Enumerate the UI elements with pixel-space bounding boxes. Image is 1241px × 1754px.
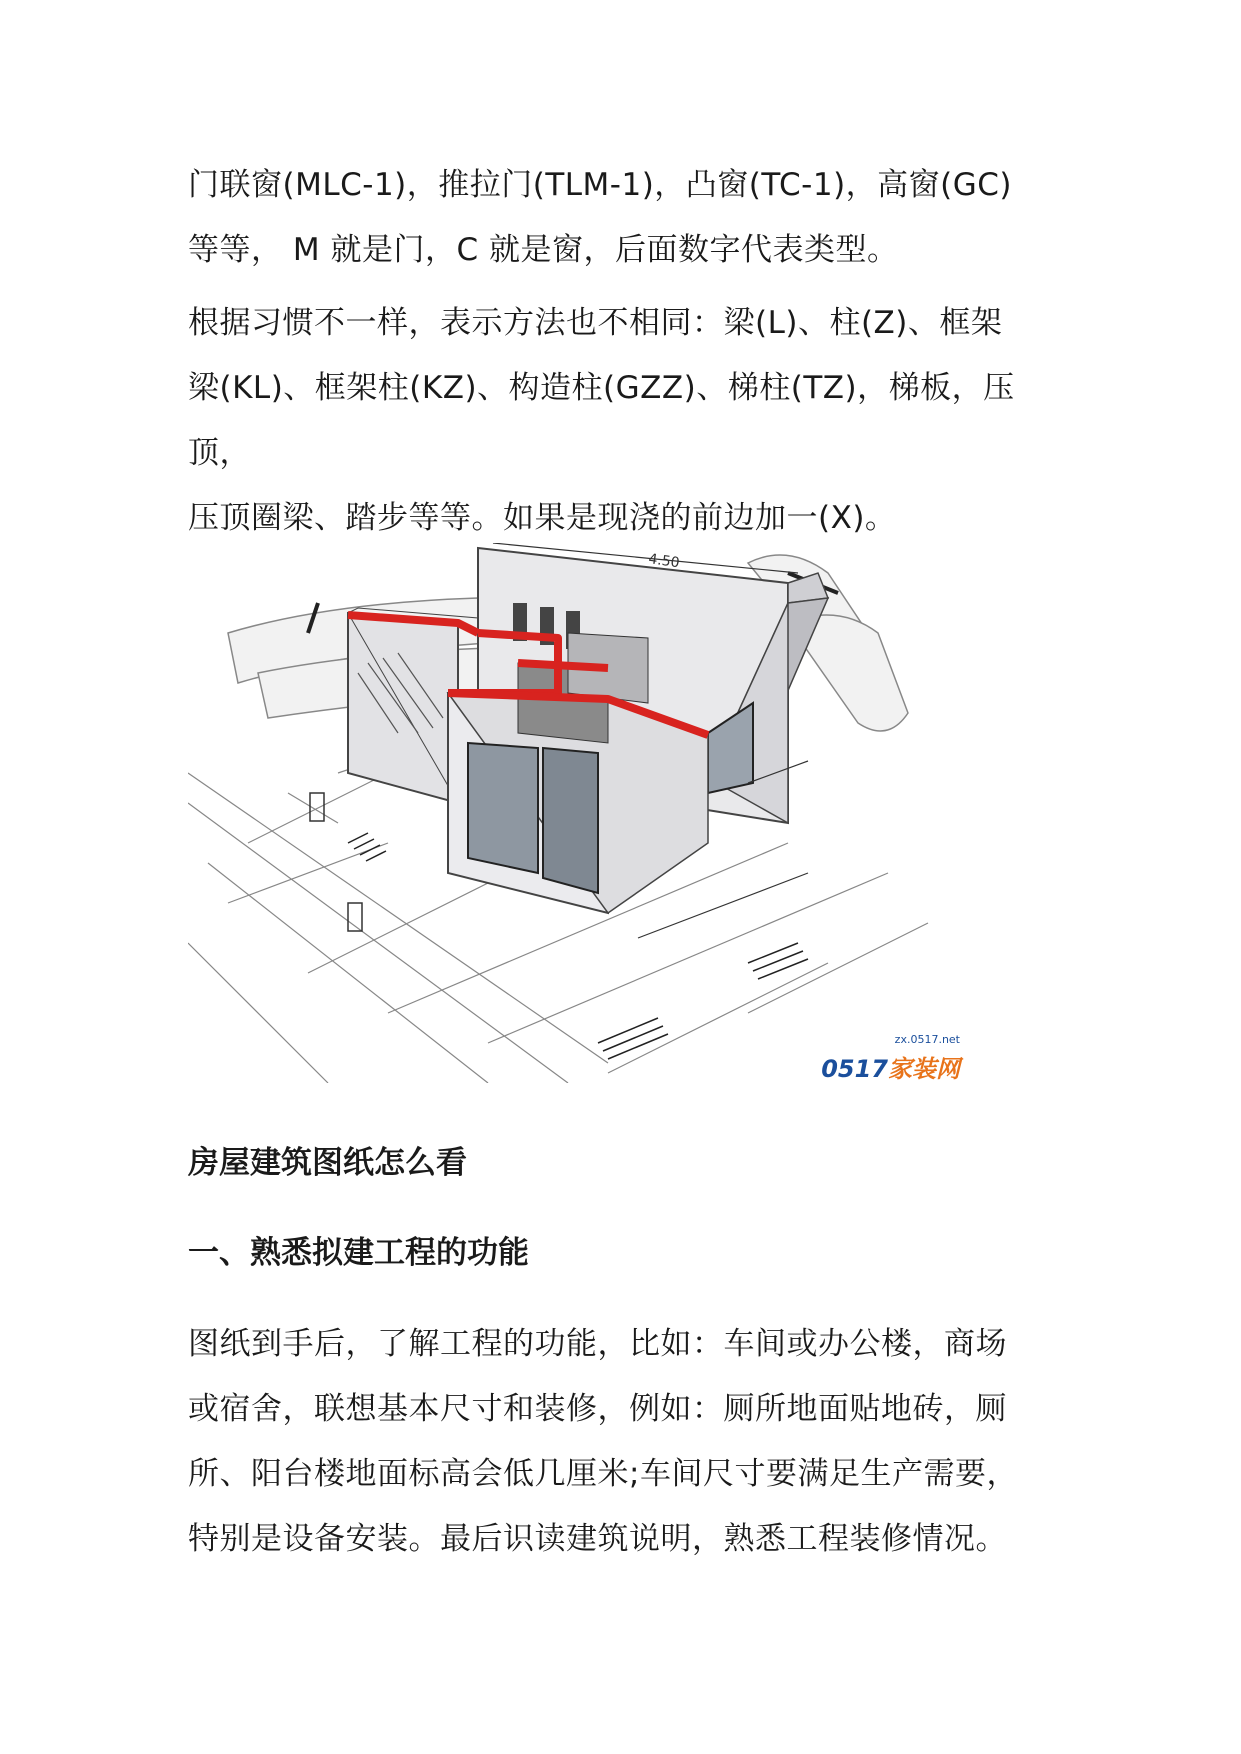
svg-text:4.50: 4.50 [647, 551, 681, 572]
text-line: 等等， M 就是门，C 就是窗，后面数字代表类型。 [188, 232, 899, 268]
text-line: 梁(KL)、框架柱(KZ)、构造柱(GZZ)、梯柱(TZ)，梯板，压顶， [188, 370, 1015, 471]
website-logo [808, 1023, 968, 1083]
logo-chinese: 家装网 [888, 1055, 960, 1083]
text-line: 或宿舍，联想基本尺寸和装修，例如：厕所地面贴地砖，厕 [188, 1391, 1007, 1427]
house-model-drawing [188, 543, 968, 1083]
text-line: 特别是设备安装。最后识读建筑说明，熟悉工程装修情况。 [188, 1521, 1007, 1557]
text-line: 所、阳台楼地面标高会低几厘米;车间尺寸要满足生产需要， [188, 1456, 1018, 1492]
logo-url-text: zx.0517.net [894, 1033, 960, 1046]
section-title: 房屋建筑图纸怎么看 [188, 1145, 467, 1181]
text-line: 图纸到手后，了解工程的功能，比如：车间或办公楼，商场 [188, 1326, 1007, 1362]
house-model-illustration [188, 543, 968, 1083]
paragraph-structural-codes [188, 291, 1068, 551]
sub-section-title: 一、熟悉拟建工程的功能 [188, 1235, 529, 1271]
text-line: 压顶圈梁、踏步等等。如果是现浇的前边加一(X)。 [188, 500, 897, 536]
paragraph-door-window-codes [188, 153, 1068, 283]
logo-number: 0517 [821, 1055, 888, 1083]
paragraph-project-function [188, 1312, 1068, 1572]
text-line: 门联窗(MLC-1)，推拉门(TLM-1)，凸窗(TC-1)，高窗(GC) [188, 167, 1013, 203]
logo-brand-text [821, 1049, 960, 1083]
text-line: 根据习惯不一样，表示方法也不相同：梁(L)、柱(Z)、框架 [188, 305, 1003, 341]
